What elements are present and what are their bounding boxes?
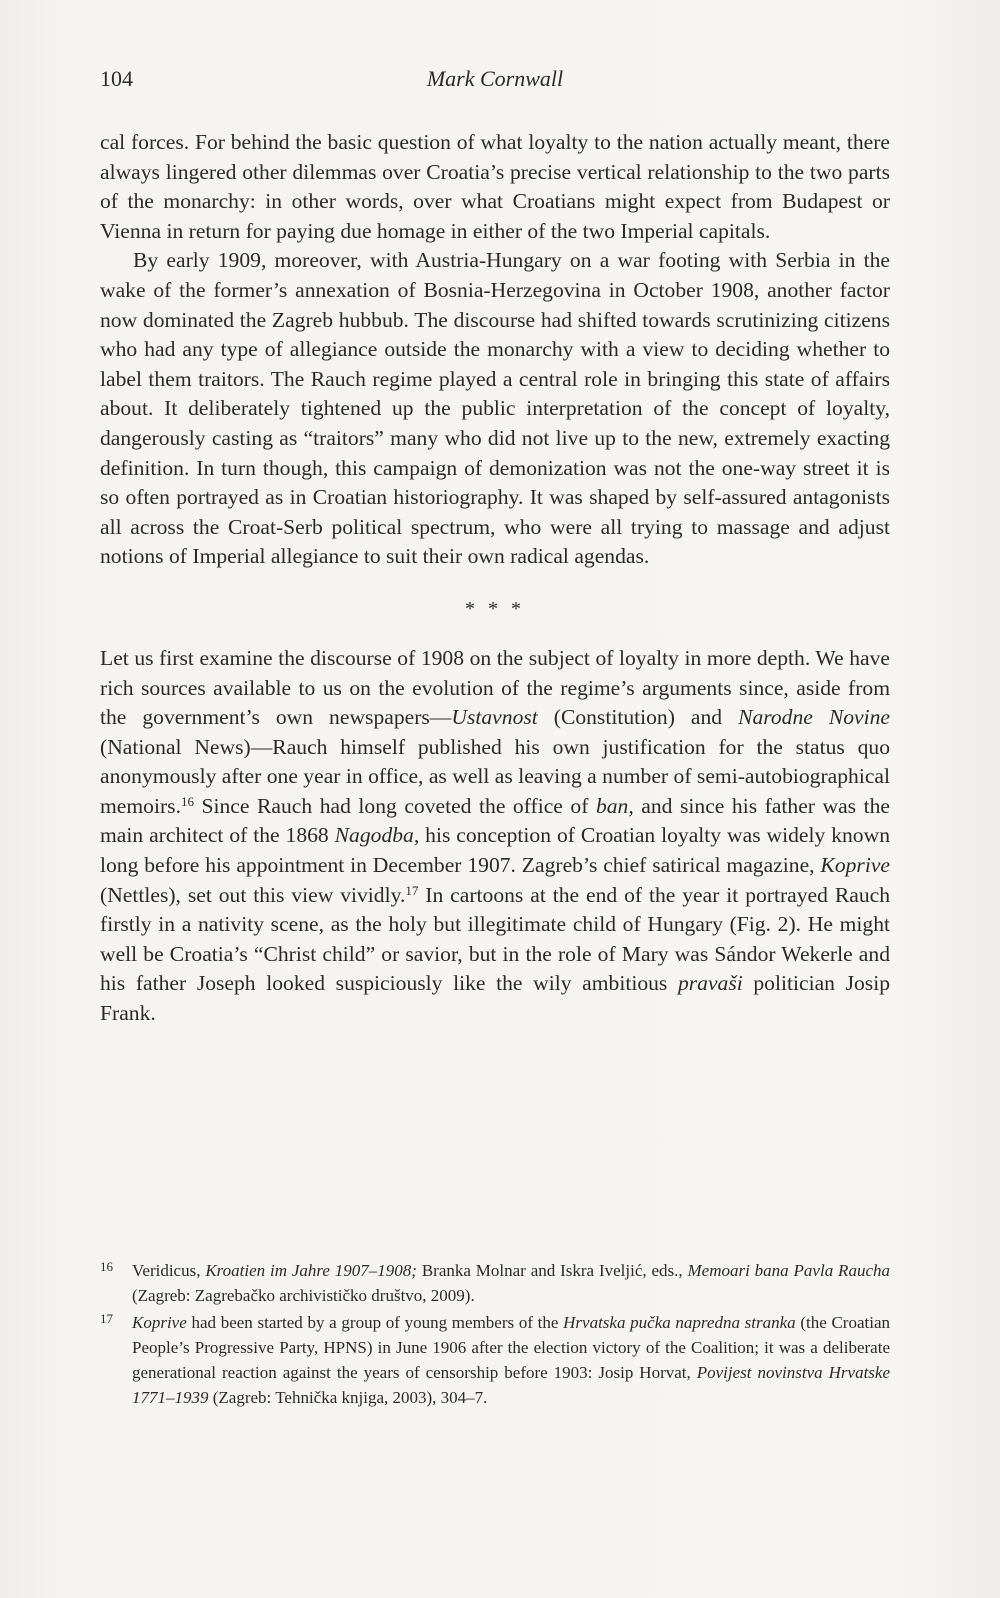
- newspaper-title: Narodne Novine: [738, 705, 891, 730]
- page-number: 104: [100, 66, 133, 91]
- footnote-ref-17[interactable]: 17: [405, 882, 419, 898]
- text-run: had been started by a group of young members of the: [186, 1313, 564, 1332]
- running-head: Mark Cornwall: [426, 66, 564, 91]
- footnotes: [100, 1258, 890, 1412]
- italic-term: pravaši: [677, 971, 743, 996]
- text-run: politician Josip Frank.: [100, 971, 890, 1026]
- citation-title: Memoari bana Pavla Raucha: [687, 1261, 890, 1280]
- footnote-ref-16[interactable]: 16: [180, 793, 194, 809]
- paragraph-2: By early 1909, moreover, with Austria-Hungary on a war footing with Serbia in the wake of the former’s annexation of Bosnia-Herzegovina in October 1908, another factor now dominated the Zagreb hubbub. The discourse had shifted towards scrutinizing citizens who had any type of allegiance outside the monarchy with a view to deciding whether to label them traitors. The Rauch regime played a central role in bringing this state of affairs about. It deliberately tightened up the public interpretation of the concept of loyalty, dangerously casting as “traitors” many who did not live up to the new, extremely exacting definition. In turn though, this campaign of demonization was not the one-way street it is so often portrayed as in Croatian historiography. It was shaped by self-assured antagonists all across the Croat-Serb political spectrum, who were all trying to massage and adjust notions of Imperial allegiance to suit their own radical agendas.: [100, 248, 890, 569]
- citation-title: Koprive: [132, 1313, 187, 1332]
- text-run: (Zagreb: Zagrebačko archivističko društvo, 2009).: [132, 1286, 475, 1305]
- page-header: [100, 66, 890, 96]
- newspaper-title: Ustavnost: [451, 705, 538, 730]
- footnote-16: [100, 1258, 890, 1308]
- italic-term: Nagodba,: [334, 823, 420, 848]
- text-run: In cartoons at the end of the year it portrayed Rauch firstly in a nativity scene, as the holy but illegitimate child of Hungary (Fig. 2). He might well be Croatia’s “Christ child” or savior, but in the role of Mary was Sándor Wekerle and his father Joseph looked suspiciously like the wily ambitious: [100, 882, 891, 996]
- text-run: Branka Molnar and Iskra Iveljić, eds.,: [416, 1261, 688, 1280]
- text-run: Veridicus,: [132, 1261, 206, 1280]
- section-separator: * * *: [465, 597, 525, 620]
- paragraph-1: cal forces. For behind the basic question of what loyalty to the nation actually meant, there always lingered other dilemmas over Croatia’s precise vertical relationship to the two parts of the monarchy: in other words, over what Croatians might expect from Budapest or Vienna in return for paying due homage in either of the two Imperial capitals.: [100, 130, 890, 243]
- footnote-number: 17: [100, 1311, 113, 1326]
- footnote-17: [100, 1310, 890, 1410]
- text-run: Since Rauch had long coveted the office of: [193, 793, 596, 818]
- citation-title: Povijest novinstva Hrvatske 1771–1939: [132, 1363, 890, 1407]
- magazine-title: Koprive: [820, 853, 890, 878]
- citation-title: Hrvatska pučka napredna stranka: [563, 1313, 796, 1332]
- paragraph-3: [100, 644, 890, 1029]
- text-run: and since his father was the main architect of the 1868: [100, 793, 891, 848]
- footnote-number: 16: [100, 1259, 113, 1274]
- text-run: (Zagreb: Tehnička knjiga, 2003), 304–7.: [208, 1388, 488, 1407]
- text-run: (the Croatian People’s Progressive Party, HPNS) in June 1906 after the election victory of the Coalition; it was a deliberate generational reaction against the years of censorship before 1903: Josip Horvat,: [132, 1313, 891, 1382]
- text-run: (National News)—Rauch himself published his own justification for the status quo anonymously after one year in office, as well as leaving a number of semi-autobiographical memoirs.: [100, 734, 890, 818]
- italic-term: ban,: [595, 793, 634, 818]
- text-run: Let us first examine the discourse of 1908 on the subject of loyalty in more depth. We have rich sources available to us on the evolution of the regime’s arguments since, aside from the government’s own newspapers—: [100, 645, 890, 730]
- text-run: his conception of Croatian loyalty was widely known long before his appointment in December 1907. Zagreb’s chief satirical magazine,: [100, 823, 890, 878]
- body-text: [100, 128, 890, 1029]
- citation-title: Kroatien im Jahre 1907–1908;: [205, 1261, 417, 1280]
- text-run: (Constitution) and: [537, 705, 739, 730]
- text-run: (Nettles), set out this view vividly.: [100, 882, 406, 907]
